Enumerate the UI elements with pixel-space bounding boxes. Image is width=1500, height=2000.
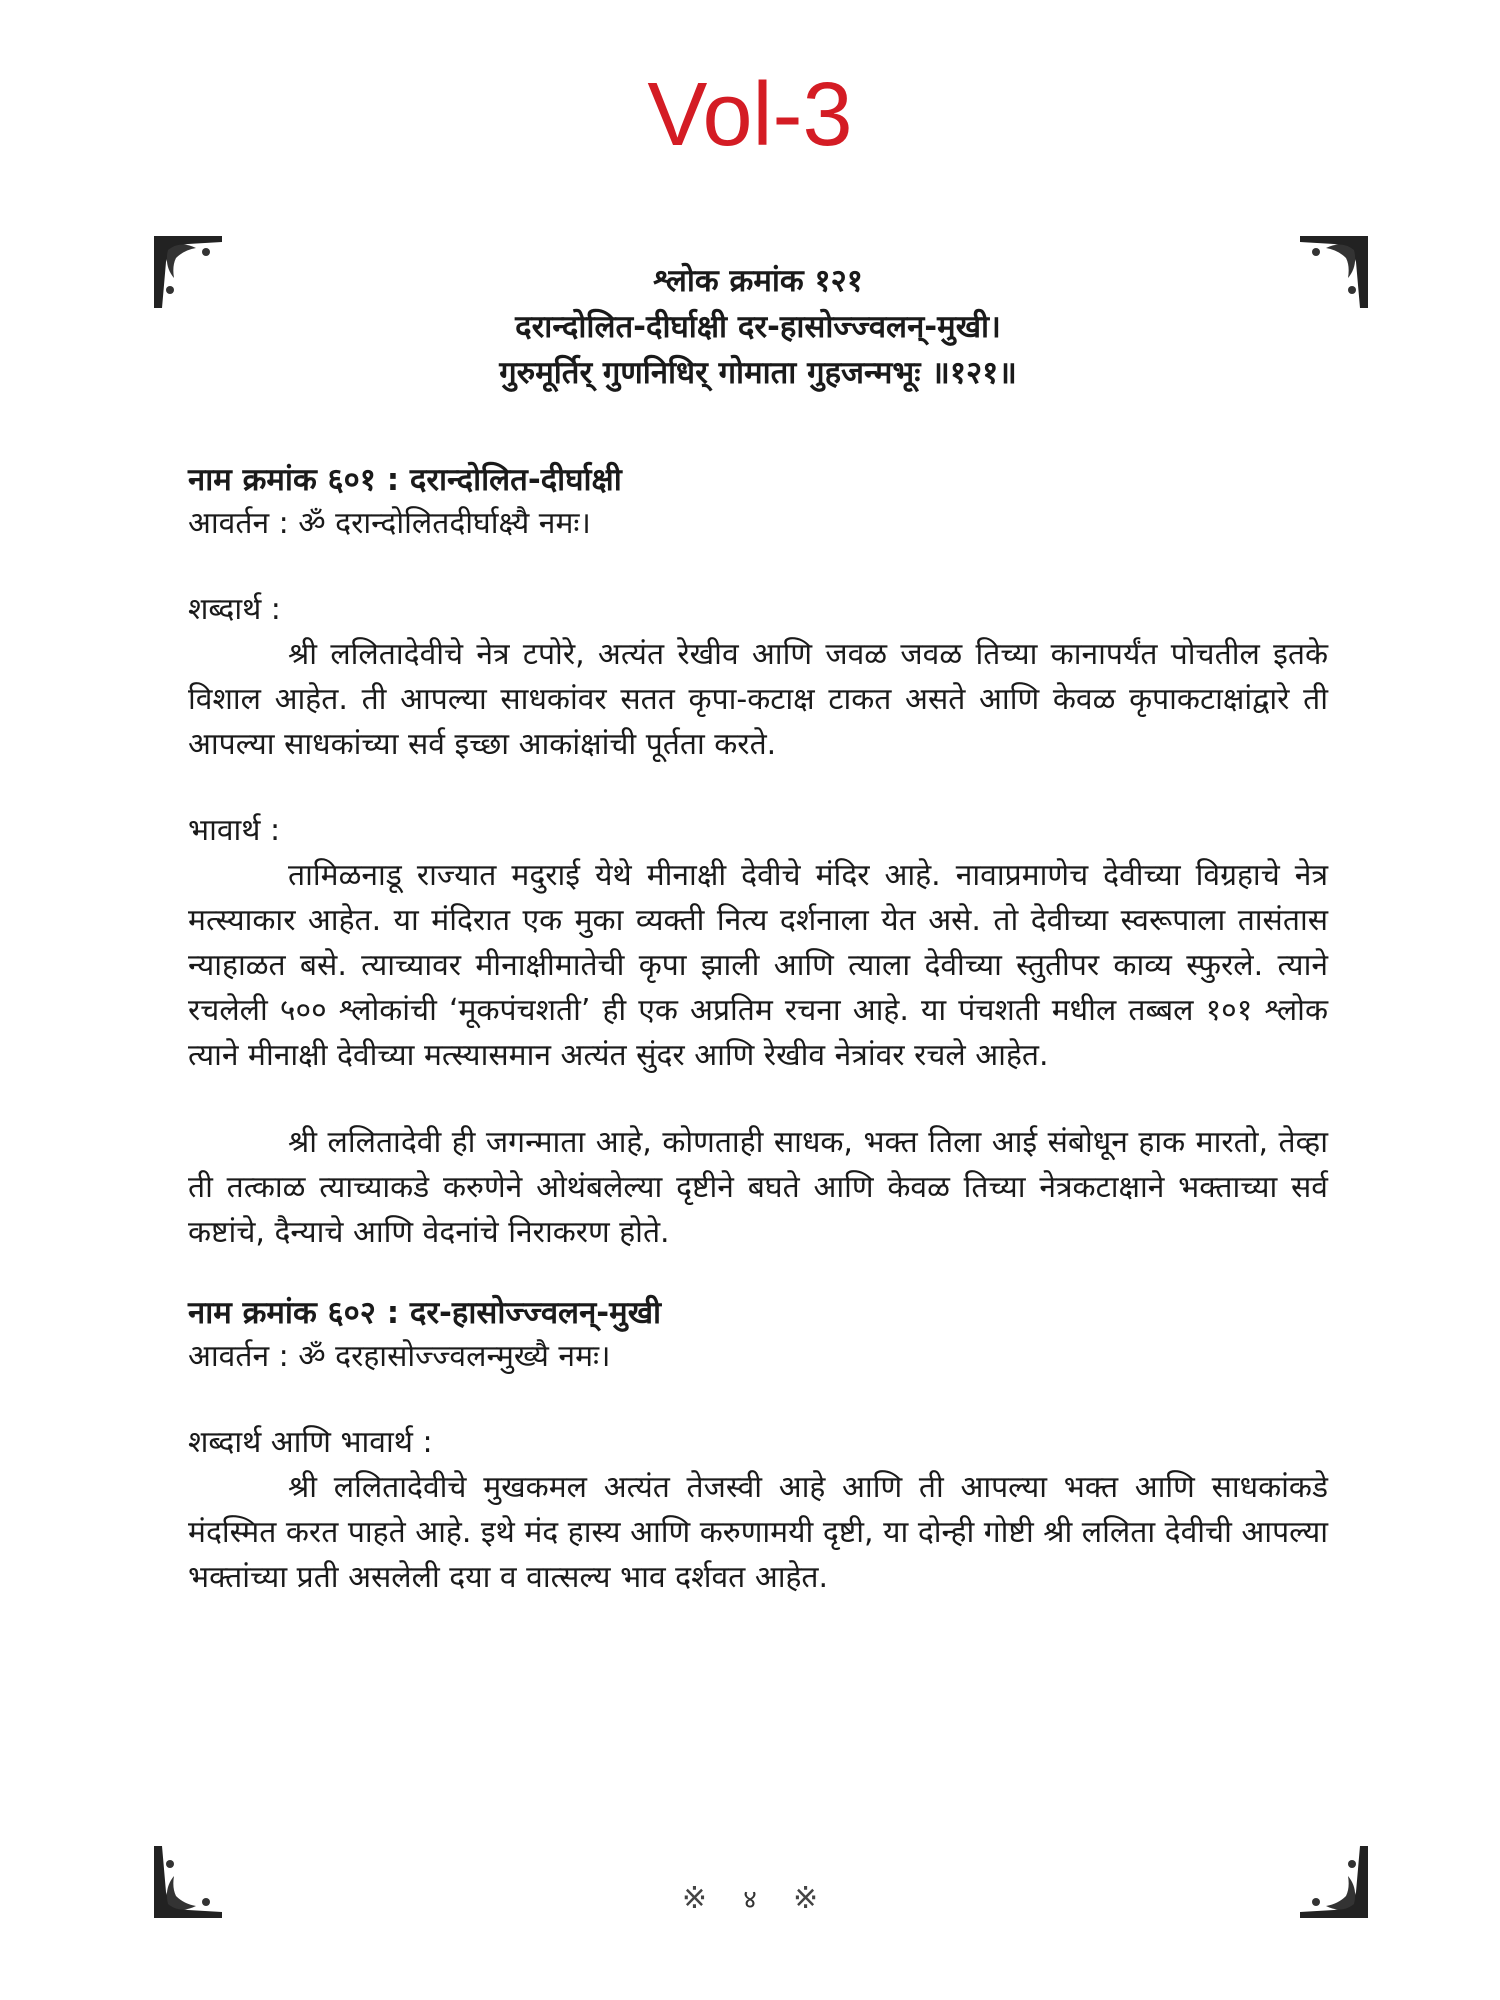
shloka-number: श्लोक क्रमांक १२१ [653,263,863,299]
name-601-bhavarth-label: भावार्थ : [188,813,281,848]
volume-title: Vol-3 [647,65,853,165]
shloka-verse-line-1: दरान्दोलित-दीर्घाक्षी दर-हासोज्ज्वलन्-मुखी। [515,309,1001,345]
footer-ornament-right-icon: ※ [793,1881,819,1916]
name-601-bhavarth-paragraph-1: तामिळनाडू राज्यात मदुराई येथे मीनाक्षी देवीचे मंदिर आहे. नावाप्रमाणेच देवीच्या विग्रहाचे नेत्र मत्स्याकार आहेत. या मंदिरात एक मुका व्यक्ती नित्य दर्शनाला येत असे. तो देवीच्या स्वरूपाला तासंतास न्याहाळत बसे. त्याच्यावर मीनाक्षीमातेची कृपा झाली आणि त्याला देवीच्या स्तुतीपर काव्य स्फुरले. त्याने रचलेली ५०० श्लोकांची ‘मूकपंचशती’ ही एक अप्रतिम रचना आहे. या पंचशती मधील तब्बल १०१ श्लोक त्याने मीनाक्षी देवीच्या मत्स्यासमान अत्यंत सुंदर आणि रेखीव नेत्रांवर रचले आहेत. [188,858,1328,1073]
name-601-heading: नाम क्रमांक ६०१ : दरान्दोलित-दीर्घाक्षी [188,462,622,498]
name-601-shabdarth-text: श्री ललितादेवीचे नेत्र टपोरे, अत्यंत रेखीव आणि जवळ जवळ तिच्या कानापर्यंत पोचतील इतके विशाल आहेत. ती आपल्या साधकांवर सतत कृपा-कटाक्ष टाकत असते आणि केवळ कृपाकटाक्षांद्वारे ती आपल्या साधकांच्या सर्व इच्छा आकांक्षांची पूर्तता करते. [188,637,1328,762]
footer-ornament-left-icon: ※ [681,1881,707,1916]
shloka-block [188,258,1328,396]
page-content [188,258,1328,1600]
name-601-avartan: आवर्तन : ॐ दरान्दोलितदीर्घाक्ष्यै नमः। [188,506,591,541]
shloka-verse-line-2: गुरुमूर्तिर् गुणनिधिर् गोमाता गुहजन्मभूः ॥१२१॥ [499,355,1017,391]
name-601-bhavarth-paragraph-2: श्री ललितादेवी ही जगन्माता आहे, कोणताही साधक, भक्त तिला आई संबोधून हाक मारतो, तेव्हा ती तत्काळ त्याच्याकडे करुणेने ओथंबलेल्या दृष्टीने बघते आणि केवळ तिच्या नेत्रकटाक्षाने भक्ताच्या सर्व कष्टांचे, दैन्याचे आणि वेदनांचे निराकरण होते. [188,1125,1328,1250]
name-602-label: शब्दार्थ आणि भावार्थ : [188,1425,433,1460]
name-602-heading: नाम क्रमांक ६०२ : दर-हासोज्ज्वलन्-मुखी [188,1295,662,1331]
page-number: ४ [743,1885,757,1915]
name-601-shabdarth-label: शब्दार्थ : [188,592,281,627]
name-602-text: श्री ललितादेवीचे मुखकमल अत्यंत तेजस्वी आहे आणि ती आपल्या भक्त आणि साधकांकडे मंदस्मित करत पाहते आहे. इथे मंद हास्य आणि करुणामयी दृष्टी, या दोन्ही गोष्टी श्री ललिता देवीची आपल्या भक्तांच्या प्रती असलेली दया व वात्सल्य भाव दर्शवत आहेत. [188,1470,1328,1595]
page-footer [0,1880,1500,1916]
name-602-avartan: आवर्तन : ॐ दरहासोज्ज्वलन्मुख्यै नमः। [188,1339,611,1374]
